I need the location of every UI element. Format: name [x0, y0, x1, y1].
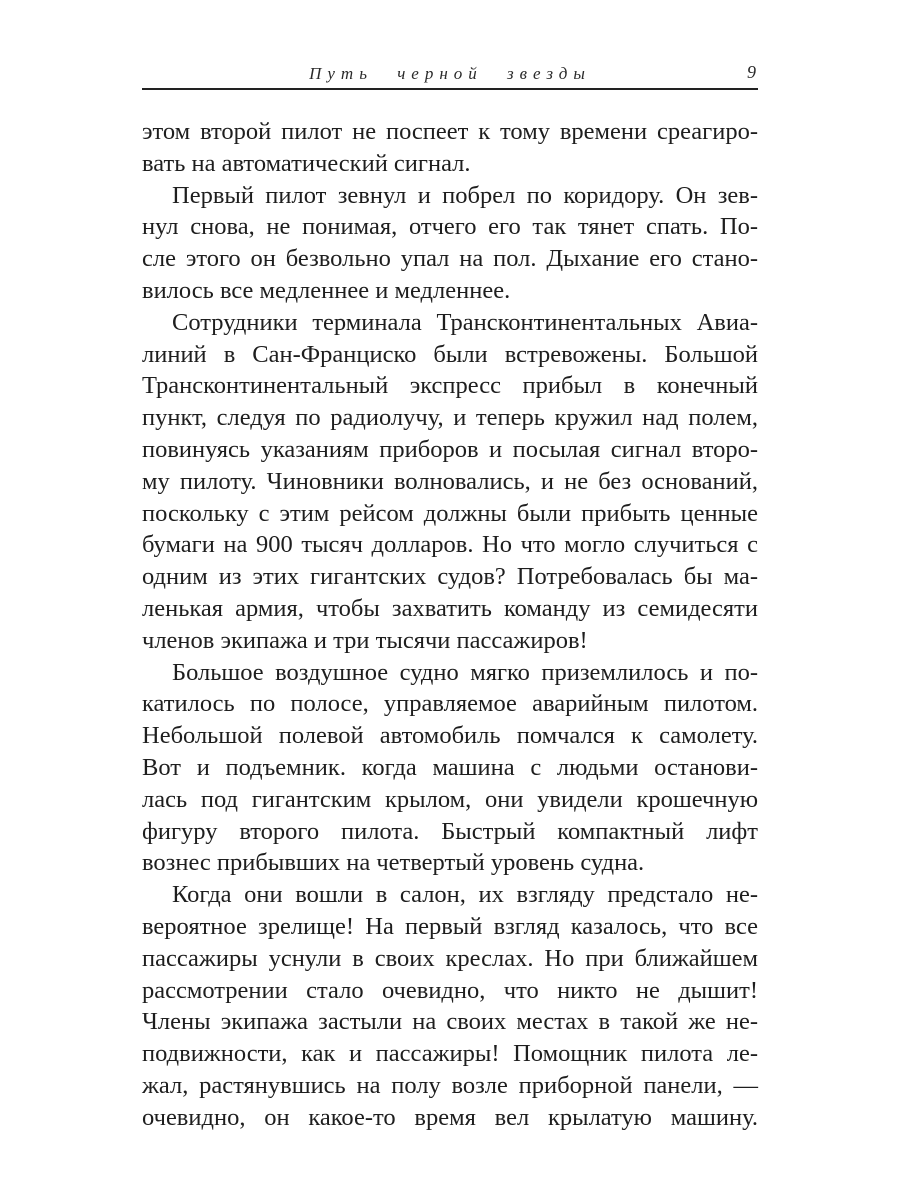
text-line: пассажиры уснули в своих креслах. Но при ближайшем [142, 944, 758, 972]
text-line: вать на автоматический сигнал. [142, 149, 471, 177]
text-line: Небольшой полевой автомобиль помчался к самолету. [142, 722, 758, 750]
text-line: му пилоту. Чиновники волновались, и не без оснований, [142, 467, 758, 495]
text-line: фигуру второго пилота. Быстрый компактный лифт [142, 817, 758, 845]
text-line: членов экипажа и три тысячи пассажиров! [142, 626, 588, 654]
text-line: ленькая армия, чтобы захватить команду из семидесяти [142, 594, 758, 622]
text-line: Вот и подъемник. когда машина с людьми останови- [142, 753, 758, 781]
text-line: катилось по полосе, управляемое аварийным пилотом. [142, 690, 758, 718]
text-line: нул снова, не понимая, отчего его так тянет спать. По- [142, 213, 758, 241]
text-line: бумаги на 900 тысяч долларов. Но что могло случиться с [142, 531, 758, 559]
text-line: жал, растянувшись на полу возле приборной панели, — [142, 1071, 758, 1099]
text-line: вероятное зрелище! На первый взгляд казалось, что все [142, 912, 758, 940]
text-line: вилось все медленнее и медленнее. [142, 276, 511, 304]
text-line: Сотрудники терминала Трансконтинентальных Авиа- [172, 308, 758, 336]
text-line: Большое воздушное судно мягко приземлилось и по- [172, 658, 758, 686]
text-line: линий в Сан-Франциско были встревожены. Большой [142, 340, 758, 368]
body-text [142, 116, 758, 1134]
text-line: вознес прибывших на четвертый уровень судна. [142, 849, 645, 877]
text-line: лась под гигантским крылом, они увидели крошечную [142, 785, 758, 813]
text-line: сле этого он безвольно упал на пол. Дыхание его стано- [142, 245, 758, 273]
text-line: одним из этих гигантских судов? Потребовалась бы ма- [142, 563, 758, 591]
text-line: рассмотрении стало очевидно, что никто не дышит! [142, 976, 758, 1004]
text-line: очевидно, он какое-то время вел крылатую машину. [142, 1103, 758, 1131]
text-line: повинуясь указаниям приборов и посылая сигнал второ- [142, 435, 758, 463]
text-line: Трансконтинентальный экспресс прибыл в конечный [142, 372, 758, 400]
text-line: поскольку с этим рейсом должны были прибыть ценные [142, 499, 758, 527]
text-line: Первый пилот зевнул и побрел по коридору. Он зев- [172, 181, 758, 209]
text-line: Члены экипажа застыли на своих местах в такой же не- [142, 1008, 758, 1036]
running-title: Путь черной звезды [309, 64, 591, 83]
page-number: 9 [747, 62, 756, 82]
running-header [142, 58, 758, 90]
text-line: этом второй пилот не поспеет к тому времени среагиро- [142, 118, 758, 145]
text-line: пункт, следуя по радиолучу, и теперь кружил над полем, [142, 404, 758, 432]
text-line: подвижности, как и пассажиры! Помощник пилота ле- [142, 1040, 758, 1068]
text-line: Когда они вошли в салон, их взгляду предстало не- [172, 881, 758, 909]
